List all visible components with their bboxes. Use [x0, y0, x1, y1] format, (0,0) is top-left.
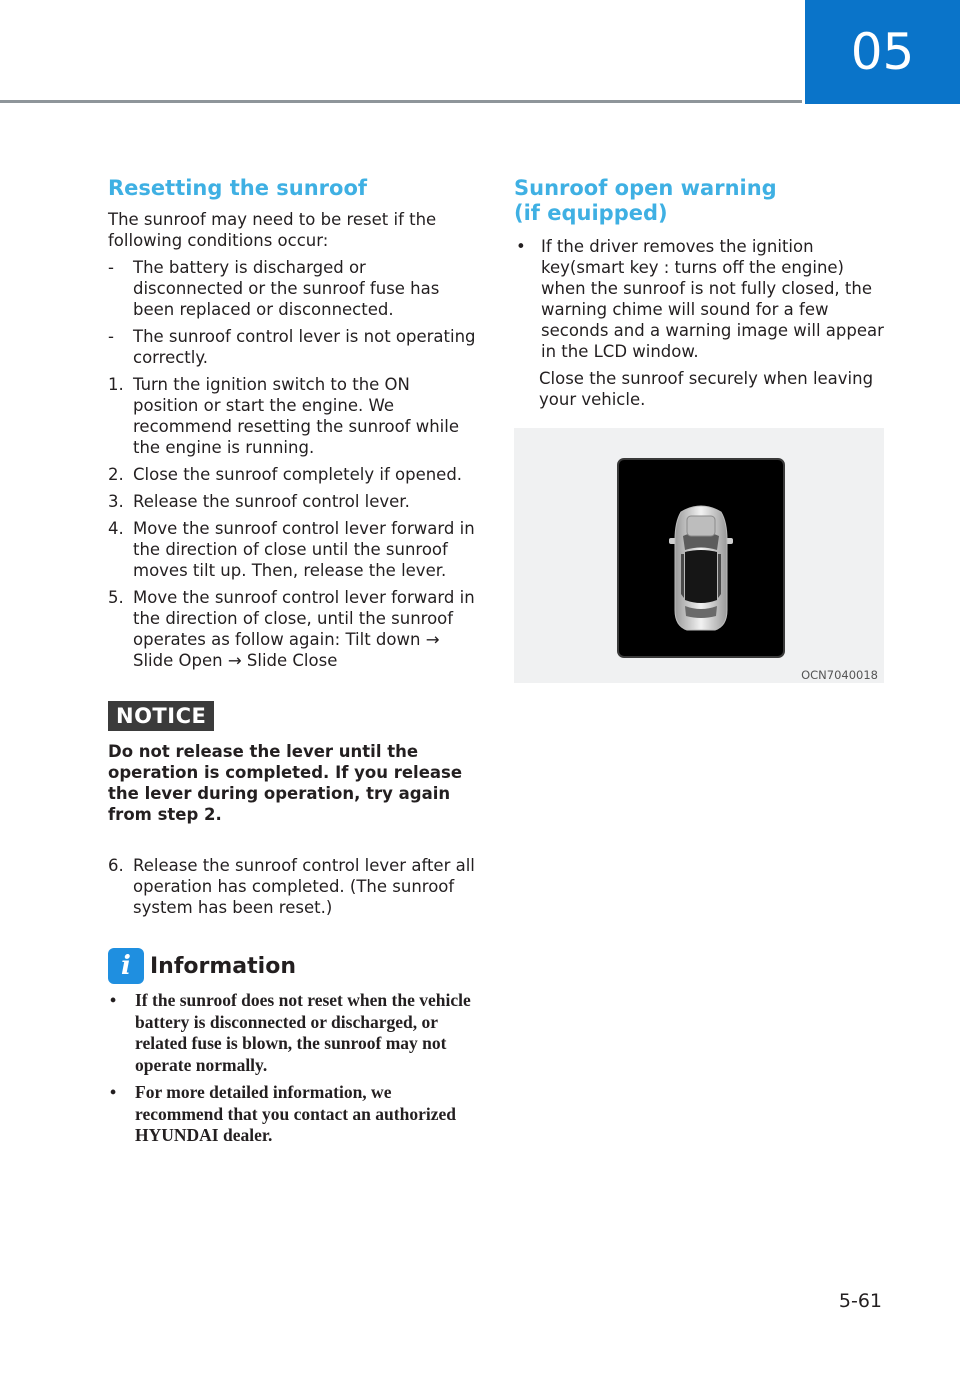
condition-item: - The sunroof control lever is not operating correctly. — [108, 327, 476, 367]
lcd-window — [617, 458, 785, 658]
step-item: 2. Close the sunroof completely if opened. — [108, 465, 463, 484]
information-item: • For more detailed information, we recommend that you contact an authorized HYUNDAI dealer. — [110, 1082, 456, 1145]
intro-paragraph: The sunroof may need to be reset if the following conditions occur: — [108, 210, 437, 250]
right-column — [514, 176, 884, 683]
notice-text: Do not release the lever until the operation is completed. If you release the lever during operation, try again from step 2. — [108, 742, 463, 824]
step-item: 3. Release the sunroof control lever. — [108, 492, 410, 511]
information-item: • If the sunroof does not reset when the vehicle battery is disconnected or discharged, or related fuse is blown, the sunroof may not operate normally. — [110, 990, 471, 1075]
information-icon: i — [108, 948, 144, 984]
chapter-tab: 05 — [805, 0, 960, 104]
left-column — [108, 176, 478, 1147]
information-header — [108, 948, 478, 984]
header-rule — [0, 100, 802, 103]
information-title: Information — [150, 953, 296, 979]
warning-bullet: • If the driver removes the ignition key(smart key : turns off the engine) when the sunroof is not fully closed, the warning chime will sound for a few seconds and a warning image will appear in the LCD window. — [516, 237, 884, 361]
step-item: 1. Turn the ignition switch to the ON position or start the engine. We recommend resetting the sunroof while the engine is running. — [108, 375, 460, 457]
lcd-warning-figure — [514, 428, 884, 683]
condition-item: - The battery is discharged or disconnected or the sunroof fuse has been replaced or disconnected. — [108, 258, 440, 319]
figure-code: OCN7040018 — [801, 668, 878, 682]
page-number: 5-61 — [838, 1290, 882, 1312]
warning-follow-text: Close the sunroof securely when leaving your vehicle. — [539, 369, 874, 409]
section-title-sunroof-warning: Sunroof open warning (if equipped) — [514, 176, 777, 225]
notice-label: NOTICE — [108, 701, 214, 731]
step-item: 6. Release the sunroof control lever after all operation has completed. (The sunroof system has been reset.) — [108, 856, 475, 917]
step-item: 4. Move the sunroof control lever forward in the direction of close until the sunroof moves tilt up. Then, release the lever. — [108, 519, 475, 580]
car-top-view-icon — [619, 460, 783, 656]
section-title-resetting: Resetting the sunroof — [108, 176, 368, 200]
step-item: 5. Move the sunroof control lever forward in the direction of close, until the sunroof operates as follow again: Tilt down → Slide Open → Slide Close — [108, 588, 475, 670]
